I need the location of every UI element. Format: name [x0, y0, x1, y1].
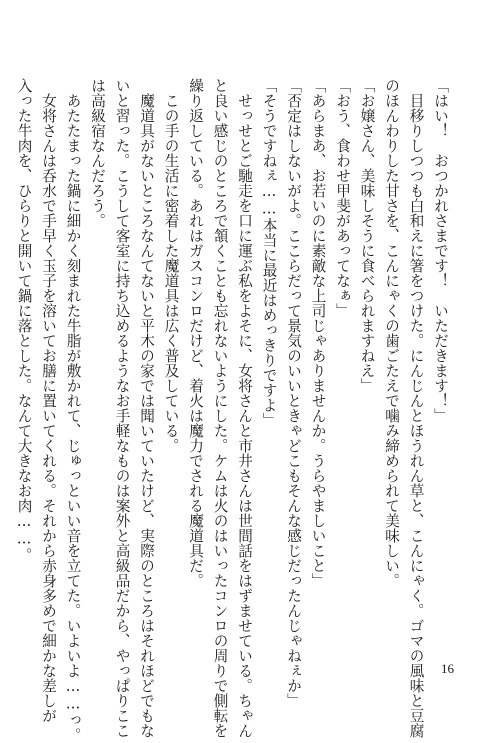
text-line: 入った牛肉を、ひらりと開いて鍋に落とした。なんて大きなお肉……。	[15, 78, 33, 563]
text-line: は高級宿なんだろう。	[89, 78, 106, 228]
text-line: 「あらまあ、お若いのに素敵な上司じゃありませんか。うらやましいこと」	[309, 78, 327, 588]
text-line: 「はい！ おつかれさまです！ いただきます！」	[432, 78, 449, 423]
page-number: 16	[441, 661, 454, 676]
text-line: と良い感じのところで頷くことも忘れないようにした。ケムは火のはいったコンロの周りで側転を	[211, 78, 229, 738]
text-line: 「そうですねぇ……本当に最近はめっきりですよ」	[260, 78, 278, 428]
text-line: せっせとご馳走を口に運ぶ私をよそに、女将さんと市井さんは世間話をはずませている。ちゃん	[236, 78, 253, 738]
text-line: 「お嬢さん、美味しそうに食べられますねえ」	[358, 78, 376, 393]
text-line: 魔道具がないところなんてないと平木の家では聞いていたけど、実際のところはそれほどでもな	[138, 78, 155, 738]
text-line: この手の生活に密着した魔道具は広く普及している。	[162, 78, 180, 453]
text-line: 繰り返している。あれはガスコンロだけど、着火は魔力でされる魔道具だ。	[187, 78, 204, 588]
text-line: のほんわりした甘さを、こんにゃくの歯ごたえで噛み締められて美味しい。	[383, 78, 400, 588]
text-line: 目移りしつつも白和えに箸をつけた。にんじんとほうれん草と、こんにゃく。ゴマの風味と豆腐	[407, 78, 425, 738]
text-line: 「否定はしないがよ。ここらだって景気のいいときゃどこもそんな感じだったんじゃねぇか」	[285, 78, 302, 708]
text-line: 「おう、食わせ甲斐があってなぁ」	[334, 78, 351, 318]
text-line: 女将さんは呑水で手早く玉子を溶いてお膳に置いてくれる。それから赤身多めで細かな差しが	[40, 78, 57, 723]
text-line: いと習った。こうして客室に持ち込めるようなお手軽なものは案外と高級品だから、やっぱりここ	[113, 78, 131, 738]
text-line: あたたまった鍋に細かく刻まれた牛脂が敷かれて、じゅっといい音を立てた。いよいよ……っ。	[64, 78, 82, 743]
